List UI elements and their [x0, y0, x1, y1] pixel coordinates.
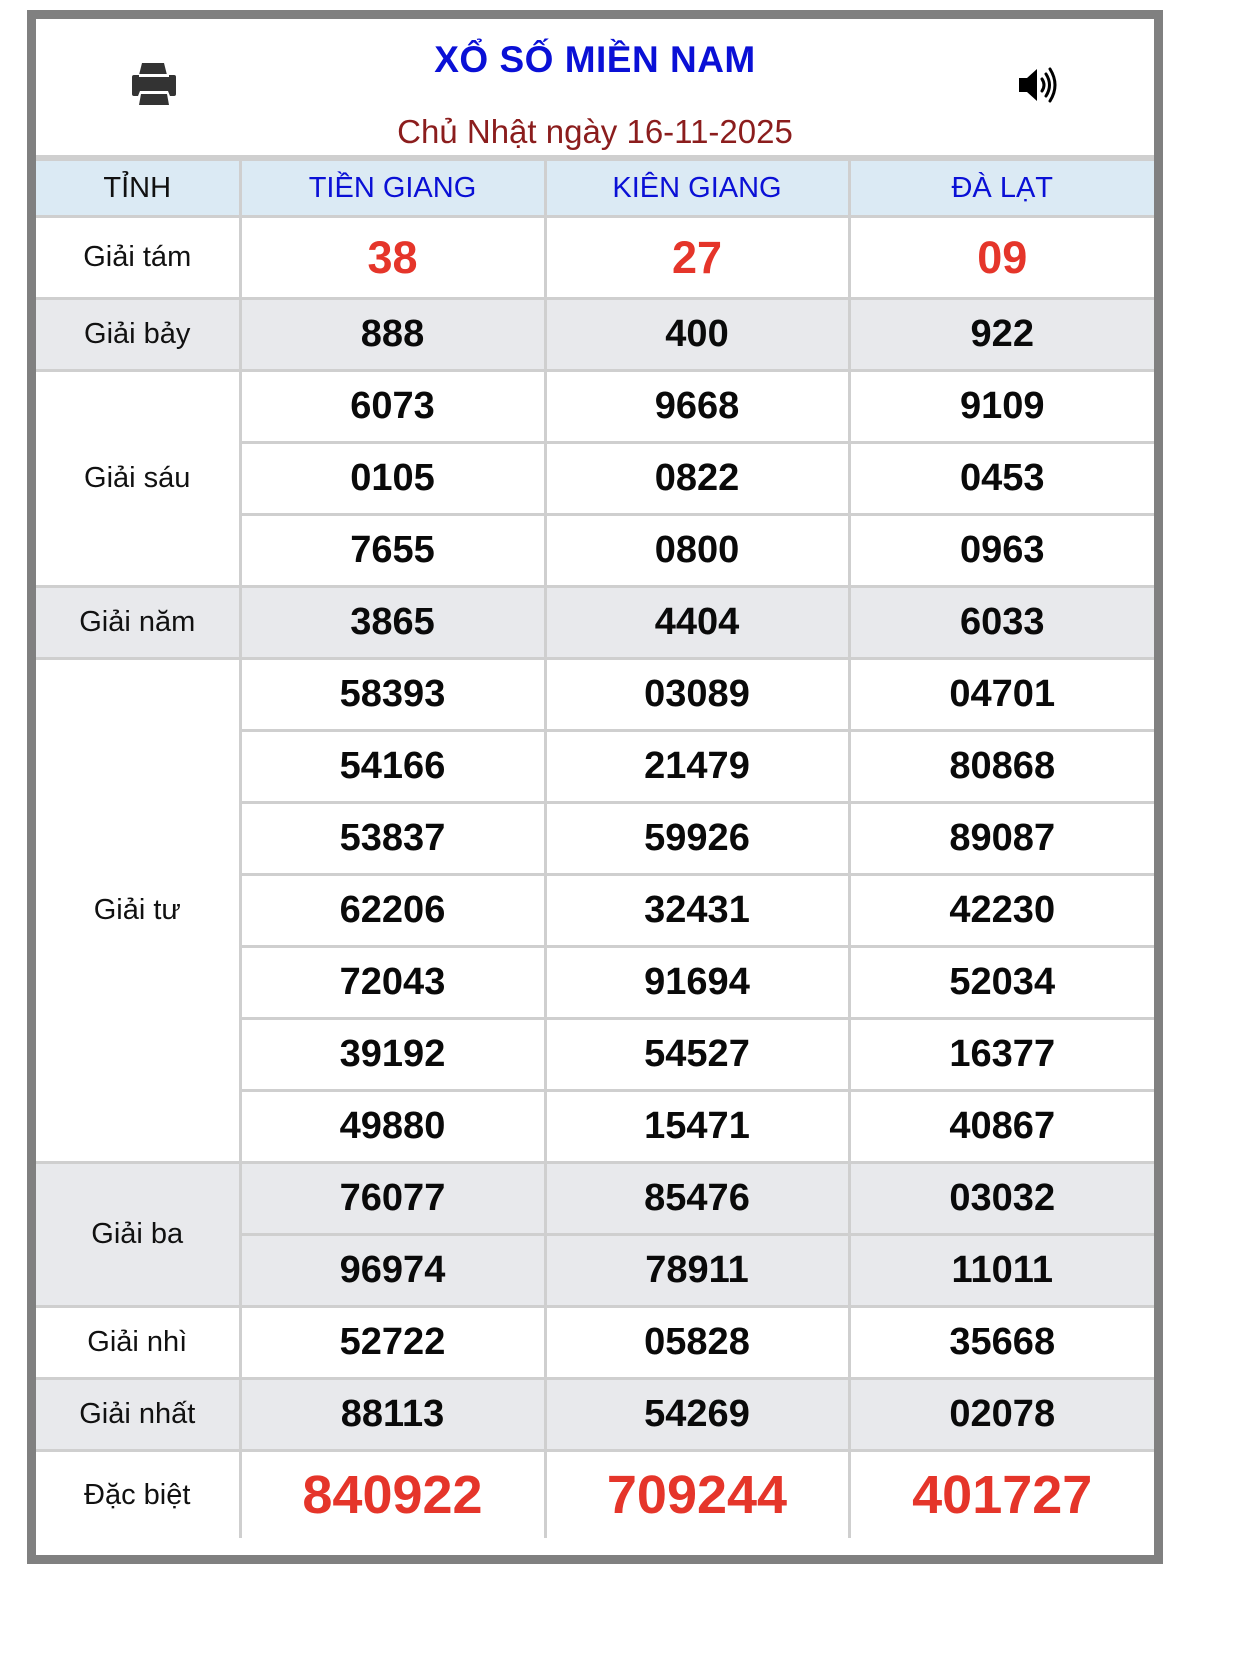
prize-row-g4 [36, 659, 1154, 731]
prize-number: 52722 [240, 1307, 545, 1379]
prize-number: 0963 [849, 515, 1154, 587]
prize-number: 88113 [240, 1379, 545, 1451]
prize-label: Giải tám [36, 217, 240, 299]
column-header-tien-giang[interactable]: TIỀN GIANG [240, 158, 545, 217]
prize-number: 05828 [545, 1307, 849, 1379]
prize-number: 32431 [545, 875, 849, 947]
prize-row-g2 [36, 1307, 1154, 1379]
prize-number: 21479 [545, 731, 849, 803]
column-header-kien-giang[interactable]: KIÊN GIANG [545, 158, 849, 217]
prize-number: 3865 [240, 587, 545, 659]
prize-number: 58393 [240, 659, 545, 731]
special-prize-number: 840922 [240, 1451, 545, 1539]
table-header-row [36, 158, 1154, 217]
prize-row-g3 [36, 1163, 1154, 1235]
prize-label: Giải nhất [36, 1379, 240, 1451]
prize-label: Giải năm [36, 587, 240, 659]
prize-number: 16377 [849, 1019, 1154, 1091]
results-table [36, 155, 1154, 1538]
special-prize-number: 401727 [849, 1451, 1154, 1539]
prize-row-g5 [36, 587, 1154, 659]
prize-number: 04701 [849, 659, 1154, 731]
prize-number: 4404 [545, 587, 849, 659]
results-frame [27, 10, 1163, 1564]
prize-number: 49880 [240, 1091, 545, 1163]
prize-number: 0822 [545, 443, 849, 515]
prize-number: 59926 [545, 803, 849, 875]
prize-number: 6073 [240, 371, 545, 443]
prize-number: 42230 [849, 875, 1154, 947]
prize-row-g6 [36, 371, 1154, 443]
prize-number: 62206 [240, 875, 545, 947]
prize-label: Giải nhì [36, 1307, 240, 1379]
prize-number: 53837 [240, 803, 545, 875]
page-title: XỔ SỐ MIỀN NAM [434, 39, 756, 80]
prize-number: 02078 [849, 1379, 1154, 1451]
column-header-da-lat[interactable]: ĐÀ LẠT [849, 158, 1154, 217]
speaker-icon [1016, 65, 1060, 105]
draw-date: Chủ Nhật ngày 16-11-2025 [397, 113, 793, 150]
prize-number: 0800 [545, 515, 849, 587]
column-header-province: TỈNH [36, 158, 240, 217]
prize-number: 38 [240, 217, 545, 299]
prize-number: 6033 [849, 587, 1154, 659]
results-header [36, 19, 1154, 155]
prize-row-g8 [36, 217, 1154, 299]
prize-number: 09 [849, 217, 1154, 299]
prize-number: 7655 [240, 515, 545, 587]
prize-label: Đặc biệt [36, 1451, 240, 1539]
prize-label: Giải sáu [36, 371, 240, 587]
prize-number: 35668 [849, 1307, 1154, 1379]
prize-number: 96974 [240, 1235, 545, 1307]
prize-row-g7 [36, 299, 1154, 371]
sound-button[interactable] [1016, 65, 1060, 105]
prize-number: 888 [240, 299, 545, 371]
prize-number: 52034 [849, 947, 1154, 1019]
prize-number: 922 [849, 299, 1154, 371]
prize-number: 85476 [545, 1163, 849, 1235]
prize-number: 78911 [545, 1235, 849, 1307]
prize-label: Giải ba [36, 1163, 240, 1307]
prize-number: 54166 [240, 731, 545, 803]
prize-number: 80868 [849, 731, 1154, 803]
special-prize-number: 709244 [545, 1451, 849, 1539]
prize-label: Giải tư [36, 659, 240, 1163]
prize-number: 91694 [545, 947, 849, 1019]
prize-number: 40867 [849, 1091, 1154, 1163]
prize-number: 0453 [849, 443, 1154, 515]
prize-label: Giải bảy [36, 299, 240, 371]
prize-number: 76077 [240, 1163, 545, 1235]
prize-number: 39192 [240, 1019, 545, 1091]
prize-number: 03089 [545, 659, 849, 731]
prize-number: 27 [545, 217, 849, 299]
prize-number: 72043 [240, 947, 545, 1019]
prize-number: 11011 [849, 1235, 1154, 1307]
prize-row-special [36, 1451, 1154, 1539]
prize-number: 400 [545, 299, 849, 371]
prize-number: 54527 [545, 1019, 849, 1091]
prize-row-g1 [36, 1379, 1154, 1451]
prize-number: 0105 [240, 443, 545, 515]
prize-number: 54269 [545, 1379, 849, 1451]
prize-number: 03032 [849, 1163, 1154, 1235]
prize-number: 9109 [849, 371, 1154, 443]
prize-number: 15471 [545, 1091, 849, 1163]
prize-number: 9668 [545, 371, 849, 443]
prize-number: 89087 [849, 803, 1154, 875]
